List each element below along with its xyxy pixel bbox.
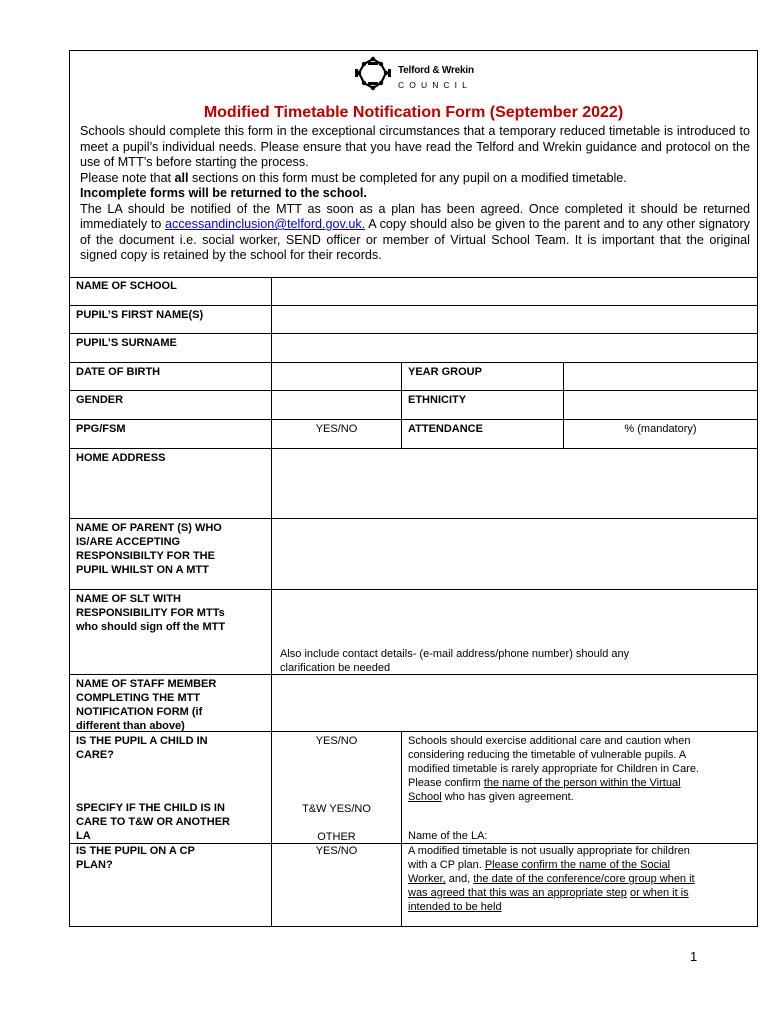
slt-label: NAME OF SLT WITH RESPONSIBILITY FOR MTTs who should sign off the MTT	[76, 593, 226, 633]
care-la-other: OTHER	[317, 831, 356, 843]
cp-note: A modified timetable is not usually appropriate for children with a CP plan. Please confirm the name of the Social Worker, and, the date of the conference/core group when it was agreed that this was an appropriate step or when it is intended to be held	[401, 844, 757, 926]
table-row	[70, 391, 757, 420]
table-row	[70, 449, 757, 519]
dob-input[interactable]	[271, 363, 401, 390]
table-row	[70, 675, 757, 732]
first-name-label: PUPIL’S FIRST NAME(S)	[76, 309, 204, 321]
attendance-label: ATTENDANCE	[401, 420, 563, 448]
council-name: Telford & Wrekin	[398, 65, 474, 76]
address-input[interactable]	[271, 449, 757, 518]
year-group-input[interactable]	[563, 363, 757, 390]
ppg-label: PPG/FSM	[76, 423, 126, 435]
cic-note: Schools should exercise additional care and caution when considering reducing the timetable of vulnerable pupils. A modified timetable is rarely appropriate for Children in Care. Please confirm the name of the person within the Virtual School who has given agreement. Name of the LA:	[401, 732, 757, 843]
staff-input[interactable]	[271, 675, 757, 731]
ethnicity-input[interactable]	[563, 391, 757, 419]
care-la-label: SPECIFY IF THE CHILD IS IN CARE TO T&W OR ANOTHER LA	[76, 802, 230, 842]
council-label: COUNCIL	[398, 80, 472, 90]
first-name-input[interactable]	[271, 306, 757, 333]
intro-paragraph-3: The LA should be notified of the MTT as soon as a plan has been agreed. Once completed it should be returned immediately to accessandinclusion@telford.gov.uk. A copy should also be given to the parent and to any other signatory of the document i.e. social worker, SEND officer or member of Virtual School Team. It is important that the original signed copy is retained by the school for their records.	[80, 201, 750, 262]
ethnicity-label: ETHNICITY	[401, 391, 563, 419]
table-row	[70, 844, 757, 926]
table-row	[70, 420, 757, 449]
parent-input[interactable]	[271, 519, 757, 589]
table-row	[70, 363, 757, 391]
school-input[interactable]	[271, 277, 757, 305]
table-row	[70, 277, 757, 306]
la-name-field[interactable]: Name of the LA:	[408, 830, 488, 842]
intro-paragraph-1: Schools should complete this form in the exceptional circumstances that a temporary reduced timetable is introduced to meet a pupil’s individual needs. Please ensure that you have read the Telford and Wrekin guidance and protocol on the use of MTT’s before starting the process.	[80, 124, 750, 169]
table-row	[70, 334, 757, 363]
attendance-input[interactable]: % (mandatory)	[563, 420, 757, 448]
intro-paragraph-2: Please note that all sections on this form must be completed for any pupil on a modified timetable.	[80, 170, 627, 185]
cp-label: IS THE PUPIL ON A CP PLAN?	[76, 845, 195, 871]
gender-input[interactable]	[271, 391, 401, 419]
ppg-input[interactable]: YES/NO	[271, 420, 401, 448]
school-label: NAME OF SCHOOL	[76, 280, 177, 292]
address-label: HOME ADDRESS	[76, 452, 166, 464]
dob-label: DATE OF BIRTH	[76, 366, 161, 378]
intro-warning: Incomplete forms will be returned to the school.	[80, 186, 367, 200]
surname-input[interactable]	[271, 334, 757, 362]
year-group-label: YEAR GROUP	[401, 363, 563, 390]
council-logo	[353, 56, 493, 92]
intro-text	[80, 124, 750, 264]
slt-contact-note: Also include contact details- (e-mail address/phone number) should any clarification be needed	[280, 648, 630, 674]
gender-label: GENDER	[76, 394, 124, 406]
cp-input[interactable]: YES/NO	[271, 844, 401, 926]
staff-label: NAME OF STAFF MEMBER COMPLETING THE MTT NOTIFICATION FORM (if different than above)	[76, 678, 217, 732]
table-row	[70, 732, 757, 844]
cic-input[interactable]	[271, 732, 401, 843]
page-number: 1	[690, 949, 698, 964]
form-title: Modified Timetable Notification Form (September 2022)	[203, 104, 624, 121]
council-emblem-icon	[353, 56, 393, 92]
table-row	[70, 519, 757, 590]
cic-label: IS THE PUPIL A CHILD IN CARE? SPECIFY IF THE CHILD IS IN CARE TO T&W OR ANOTHER LA	[76, 735, 230, 842]
slt-input[interactable]	[271, 590, 757, 674]
surname-label: PUPIL’S SURNAME	[76, 337, 177, 349]
parent-label: NAME OF PARENT (S) WHO IS/ARE ACCEPTING RESPONSIBILTY FOR THE PUPIL WHILST ON A MTT	[76, 522, 222, 576]
table-row	[70, 590, 757, 675]
form-frame	[69, 50, 758, 927]
care-la-yes-no: T&W YES/NO	[302, 803, 371, 815]
form-header	[70, 51, 757, 278]
table-row	[70, 306, 757, 334]
contact-email-link[interactable]: accessandinclusion@telford.gov.uk.	[165, 217, 366, 231]
cic-yes-no: YES/NO	[315, 735, 358, 747]
